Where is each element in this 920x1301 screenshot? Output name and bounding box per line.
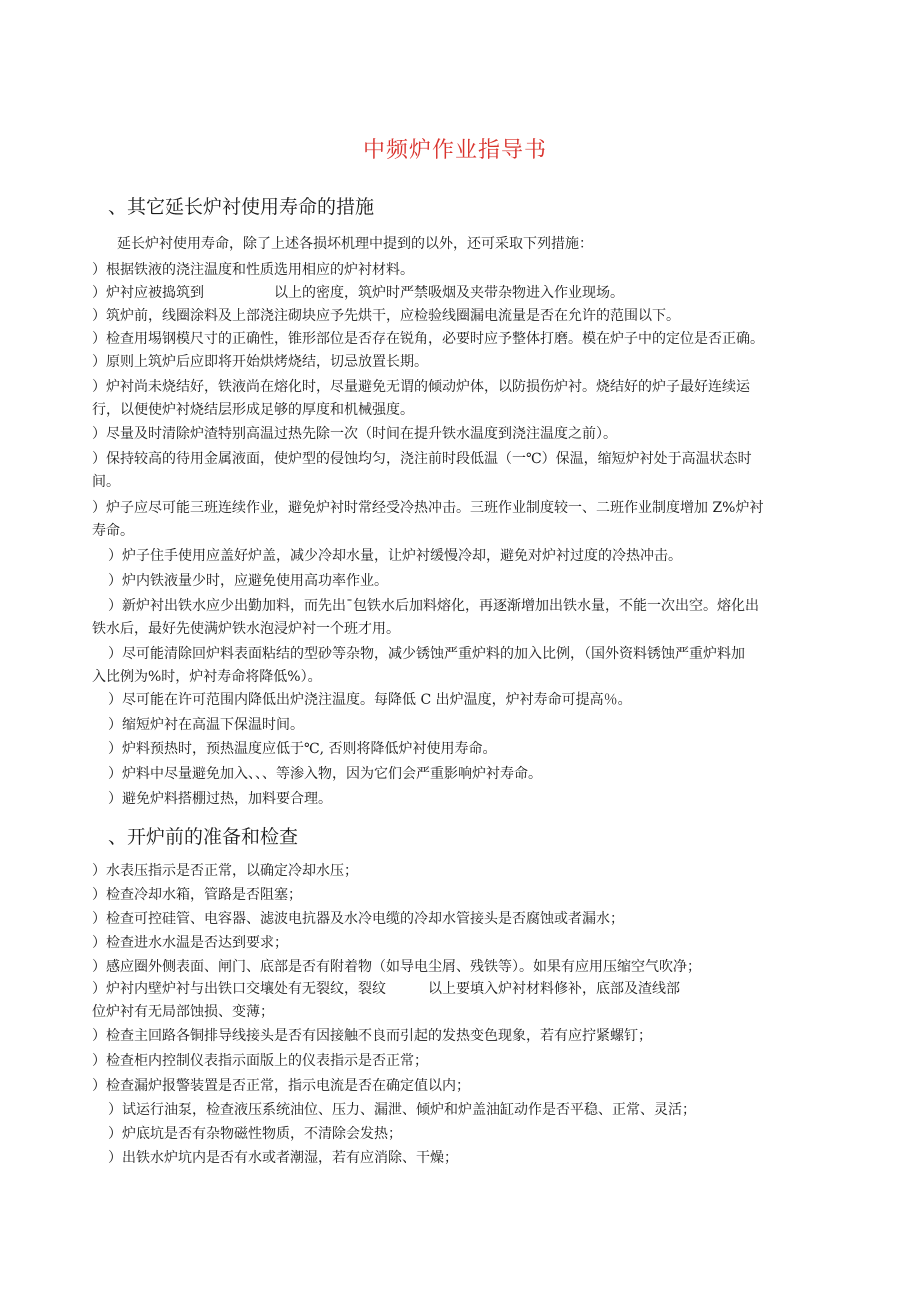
list-item: ）检查主回路各铜排导线接头是否有因接触不良而引起的发热变色现象，若有应拧紧螺钉； xyxy=(92,1028,652,1044)
list-item: ）炉底坑是否有杂物磁性物质，不清除会发热； xyxy=(108,1126,402,1142)
section-intro: 延长炉衬使用寿命，除了上述各损坏机理中提到的以外，还可采取下列措施： xyxy=(117,236,593,252)
list-item-continuation: 铁水后，最好先使满炉铁水泡浸炉衬一个班才用。 xyxy=(92,621,400,637)
list-item: ）保持较高的待用金属液面，使炉型的侵蚀均匀，浇注前时段低温（一℃）保温，缩短炉衬处于高温状态时 xyxy=(92,451,752,467)
list-item: ）筑炉前，线圈涂料及上部浇注砌块应予先烘干，应检验线圈漏电流量是否在允许的范围以下。 xyxy=(92,308,680,324)
list-item: ）检查柜内控制仪表指示面版上的仪表指示是否正常； xyxy=(92,1053,428,1069)
list-item: ）感应圈外侧表面、闸门、底部是否有附着物（如导电尘屑、残铁等）。如果有应用压缩空气吹净； xyxy=(92,959,701,975)
list-item-continuation: 间。 xyxy=(92,474,120,490)
list-item: ）检查进水水温是否达到要求； xyxy=(92,935,288,951)
section-heading-pre-start-check: 、开炉前的准备和检查 xyxy=(108,826,299,848)
list-item: ）炉子应尽可能三班连续作业，避免炉衬时常经受冷热冲击。三班作业制度较一、二班作业制度增加 Z%炉衬 xyxy=(92,500,764,516)
list-item: ）检查用埸钢模尺寸的正确性，锥形部位是否存在锐角，必要时应予整体打磨。模在炉子中的定位是否正确。 xyxy=(92,331,764,347)
list-item: ）炉料中尽量避免加入、、、等渗入物，因为它们会严重影响炉衬寿命。 xyxy=(108,766,542,782)
list-item: ）炉衬内壁炉衬与出铁口交壤处有无裂纹，裂纹 以上要填入炉衬材料修补，底部及渣线部 xyxy=(92,981,680,997)
list-item-continuation: 寿命。 xyxy=(92,523,134,539)
list-item: ）出铁水炉坑内是否有水或者潮湿，若有应消除、干燥； xyxy=(108,1150,458,1166)
list-item-continuation: 入比例为%时，炉衬寿命将降低%）。 xyxy=(92,669,322,685)
list-item: ）检查可控硅管、电容器、滤波电抗器及水冷电缆的冷却水管接头是否腐蚀或者漏水； xyxy=(92,911,624,927)
document-title: 中频炉作业指导书 xyxy=(362,138,547,163)
list-item: ）避免炉料搭棚过热，加料要合理。 xyxy=(108,791,332,807)
list-item: ）尽可能在许可范围内降低出炉浇注温度。每降低 C 出炉温度，炉衬寿命可提高％。 xyxy=(108,692,632,708)
list-item: ）炉子住手使用应盖好炉盖，减少冷却水量，让炉衬缓慢冷却，避免对炉衬过度的冷热冲击。 xyxy=(108,548,682,564)
list-item: ）炉内铁液量少时，应避免使用高功率作业。 xyxy=(108,573,388,589)
list-item: ）尽量及时清除炉渣特别高温过热先除一次（时间在提升铁水温度到浇注温度之前）。 xyxy=(92,426,617,442)
list-item: ）炉衬尚未烧结好，铁液尚在熔化时，尽量避免无谓的倾动炉体，以防损伤炉衬。烧结好的炉子最好连续运 xyxy=(92,379,750,395)
list-item: ）缩短炉衬在高温下保温时间。 xyxy=(108,717,304,733)
list-item: ）炉料预热时，预热温度应低于℃, 否则将降低炉衬使用寿命。 xyxy=(108,741,497,757)
list-item: ）检查冷却水箱，管路是否阻塞； xyxy=(92,887,302,903)
list-item-continuation: 位炉衬有无局部蚀损、变薄； xyxy=(92,1004,274,1020)
list-item: ）根据铁液的浇注温度和性质选用相应的炉衬材料。 xyxy=(92,262,414,278)
list-item: ）尽可能清除回炉料表面粘结的型砂等杂物，减少锈蚀严重炉料的加入比例，（国外资料锈蚀严重炉料加 xyxy=(108,646,745,662)
list-item: ）新炉衬出铁水应少出勤加料，而先出ˉ包铁水后加料熔化，再逐渐增加出铁水量，不能一次出空。熔化出 xyxy=(108,598,759,614)
list-item-continuation: 行，以便使炉衬烧结层形成足够的厚度和机械强度。 xyxy=(92,402,414,418)
section-heading-lining-life: 、其它延长炉衬使用寿命的措施 xyxy=(108,196,375,218)
list-item: ）炉衬应被捣筑到 以上的密度，筑炉时严禁吸烟及夹带杂物进入作业现场。 xyxy=(92,285,624,301)
list-item: ）原则上筑炉后应即将开始烘烤烧结，切忌放置长期。 xyxy=(92,354,428,370)
list-item: ）水表压指示是否正常，以确定冷却水压； xyxy=(92,863,358,879)
list-item: ）检查漏炉报警装置是否正常，指示电流是否在确定值以内； xyxy=(92,1078,470,1094)
list-item: ）试运行油泵，检查液压系统油位、压力、漏泄、倾炉和炉盖油缸动作是否平稳、正常、灵活； xyxy=(108,1102,696,1118)
